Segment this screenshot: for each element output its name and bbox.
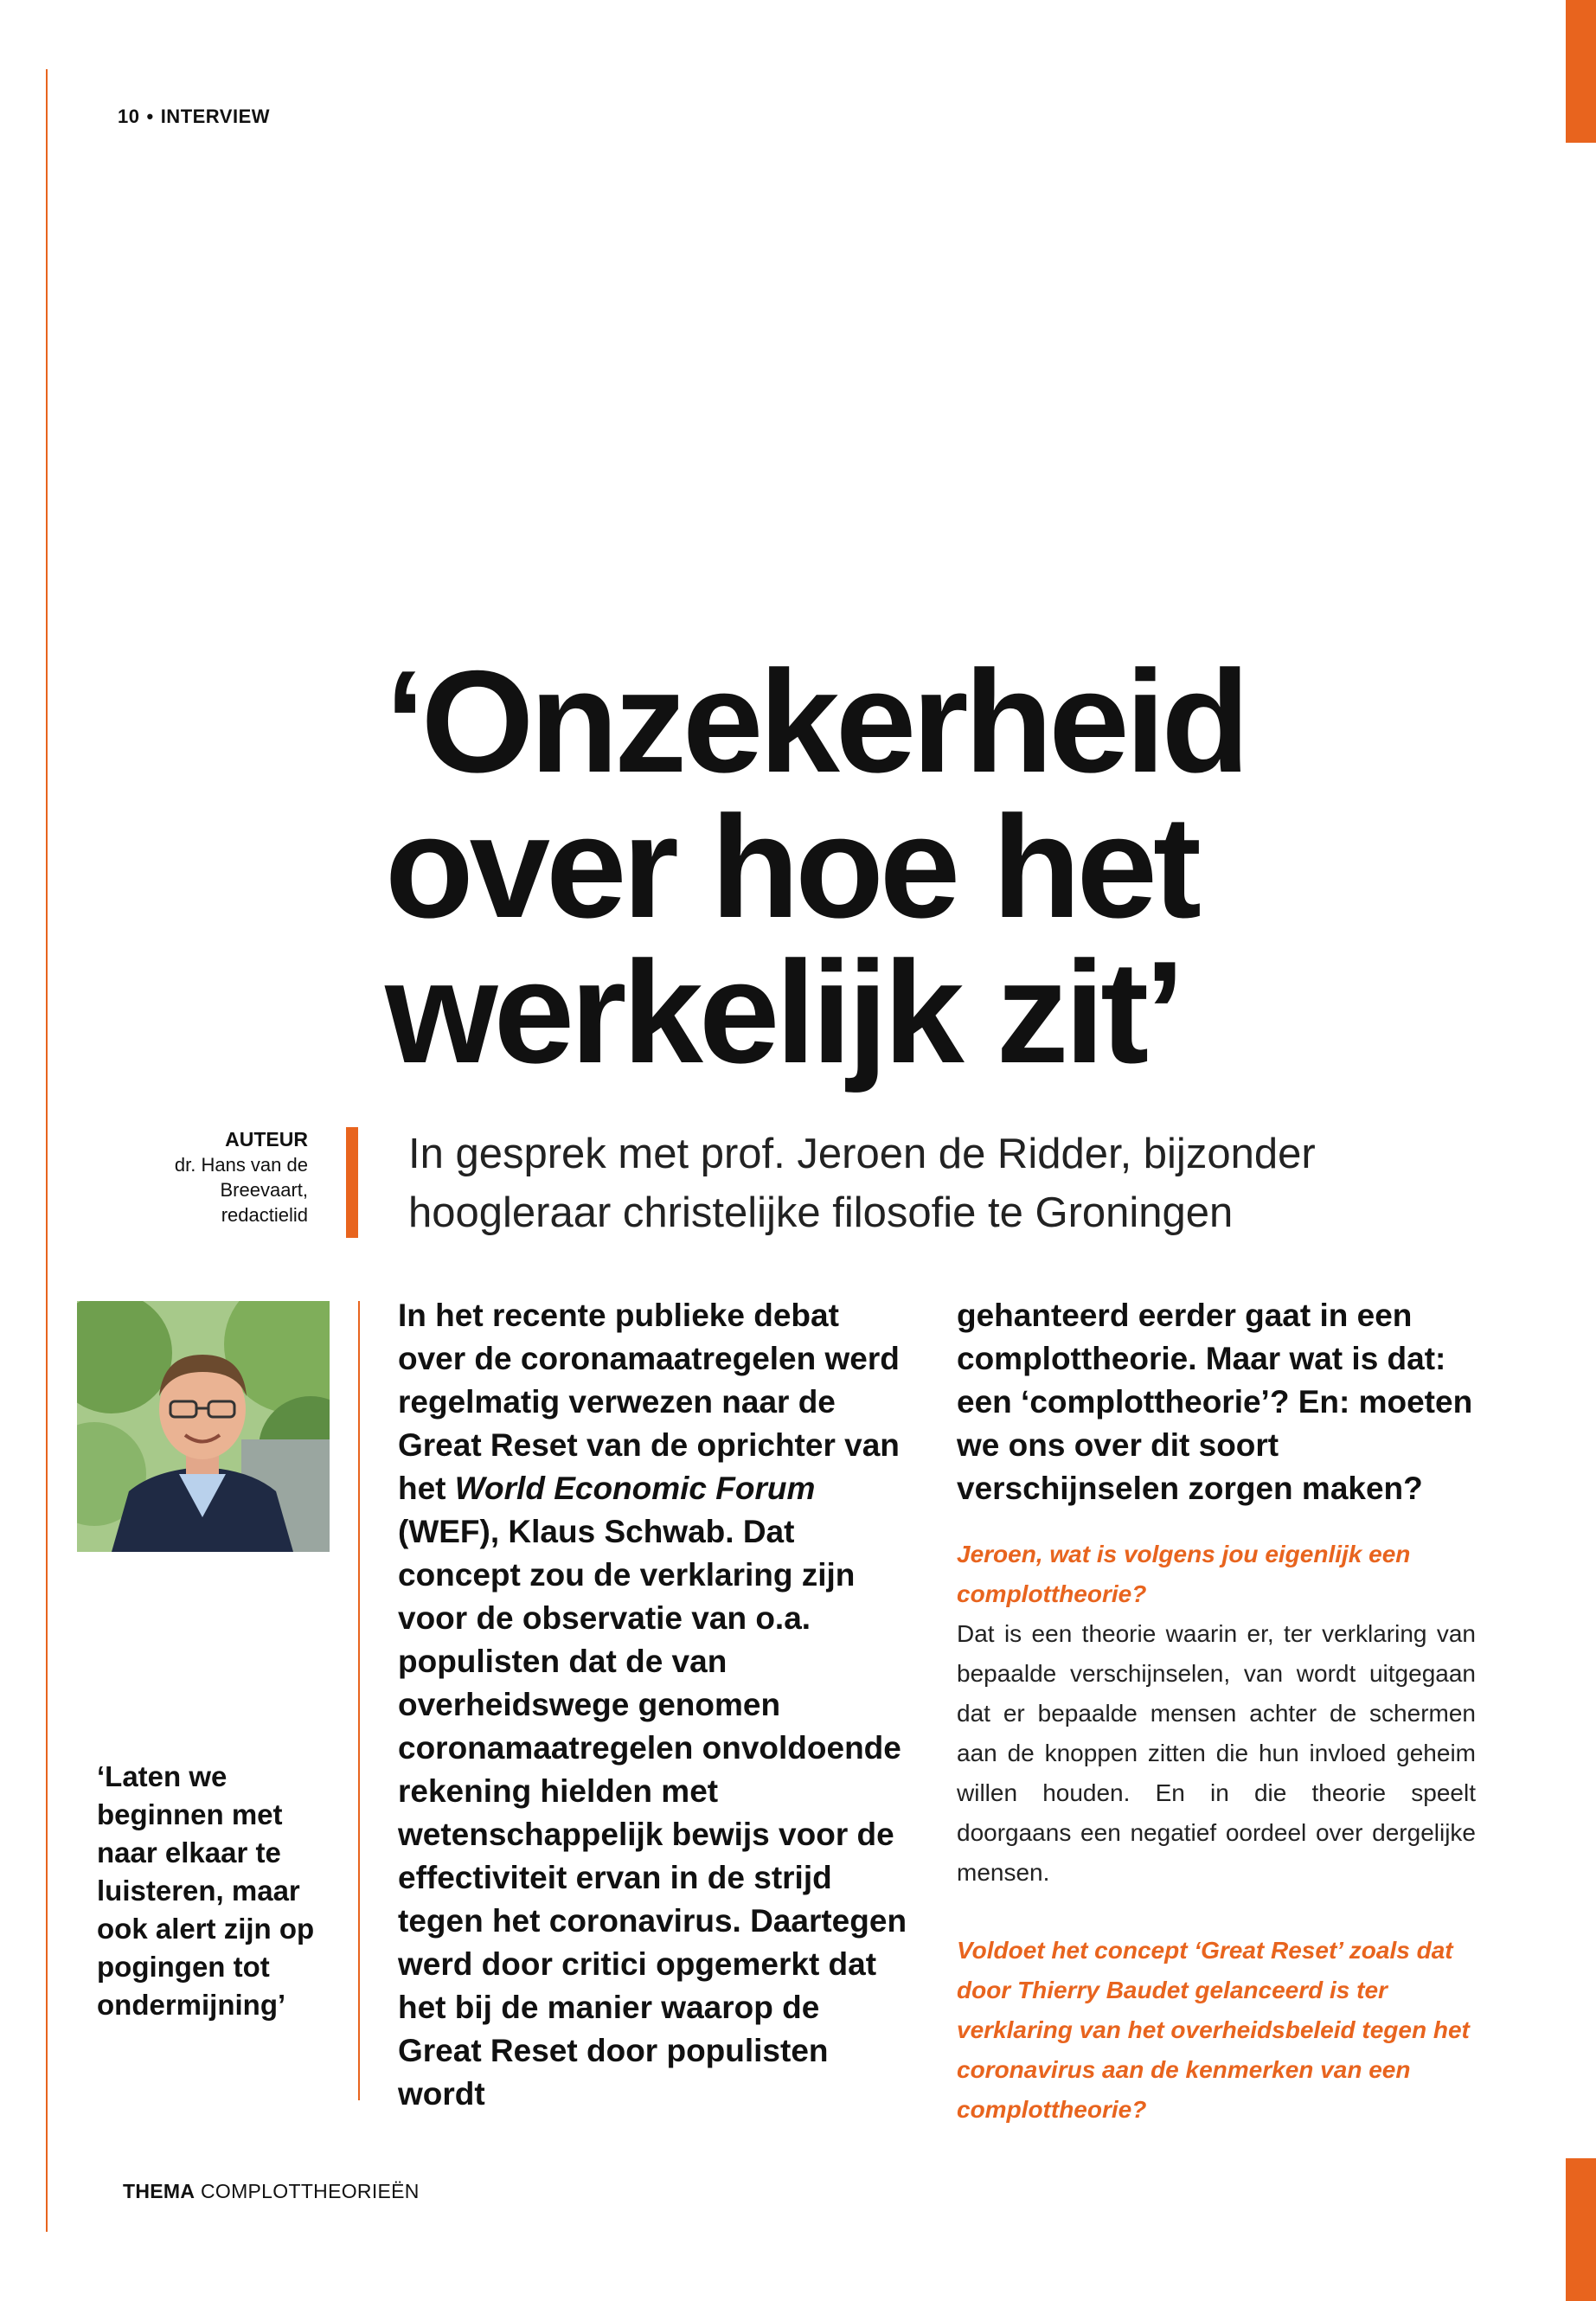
headline-line-1: ‘Onzekerheid xyxy=(385,640,1247,803)
intro-text-part-2: (WEF), Klaus Schwab. Dat concept zou de verklaring zijn voor de observatie van o.a. populisten dat de van overheidswege genomen coronamaatregelen onvoldoende rekening hielden met wetenschappelijk bewijs voor de effectiviteit ervan in de strijd tegen het coronavirus. Daartegen werd door critici opgemerkt dat het bij de manier waarop de Great Reset door populisten wordt xyxy=(398,1514,907,2112)
left-margin-rule xyxy=(46,69,48,2232)
author-name-line-2: Breevaart, xyxy=(220,1179,308,1201)
portrait-illustration xyxy=(77,1301,330,1552)
author-credit xyxy=(87,1127,308,1227)
footer-topic: COMPLOTTHEORIEËN xyxy=(200,2180,420,2202)
page-tab-bottom xyxy=(1566,2158,1596,2301)
headline-line-2: over hoe het xyxy=(385,785,1197,948)
page-footer xyxy=(123,2180,420,2203)
author-name-line-1: dr. Hans van de xyxy=(174,1154,308,1176)
headline-line-3: werkelijk zit’ xyxy=(385,931,1181,1093)
interview-question-1: Jeroen, wat is volgens jou eigenlijk een complottheorie? xyxy=(957,1541,1411,1607)
header-separator: • xyxy=(146,106,154,127)
article-column-2 xyxy=(957,1294,1476,2130)
intro-continuation: gehanteerd eerder gaat in een complottheorie. Maar wat is dat: een ‘complottheorie’? En: moeten we ons over dit soort verschijnselen zorgen maken? xyxy=(957,1298,1473,1506)
subtitle-line-2: hoogleraar christelijke filosofie te Groningen xyxy=(408,1189,1234,1236)
intro-emphasis: World Economic Forum xyxy=(454,1471,816,1506)
page-tab-top xyxy=(1566,0,1596,143)
intro-column-1 xyxy=(398,1294,908,2116)
author-role: redactielid xyxy=(221,1204,308,1226)
footer-thema-label: THEMA xyxy=(123,2180,195,2202)
running-header xyxy=(118,106,270,128)
intro-text-part-1: In het recente publieke debat over de coronamaatregelen werd regelmatig verwezen naar de Great Reset van de oprichter van het xyxy=(398,1298,900,1506)
pull-quote: ‘Laten we beginnen met naar elkaar te luisteren, maar ook alert zijn op pogingen tot ondermijning’ xyxy=(97,1760,315,2021)
author-label: AUTEUR xyxy=(225,1128,308,1150)
sidebar-rule xyxy=(358,1301,360,2100)
author-portrait-photo xyxy=(77,1301,330,1552)
author-accent-bar xyxy=(346,1127,358,1238)
article-subtitle xyxy=(408,1125,1490,1242)
interview-answer-1: Dat is een theorie waarin er, ter verklaring van bepaalde verschijnselen, van wordt uitgegaan dat er bepaalde mensen achter de schermen aan de knoppen zitten die hun invloed geheim willen houden. En in die theorie speelt doorgaans een negatief oordeel over dergelijke mensen. xyxy=(957,1620,1476,1886)
interview-question-2: Voldoet het concept ‘Great Reset’ zoals dat door Thierry Baudet gelanceerd is ter verklaring van het overheidsbeleid tegen het coronavirus aan de kenmerken van een complottheorie? xyxy=(957,1937,1470,2123)
section-label: INTERVIEW xyxy=(160,106,271,127)
page-number: 10 xyxy=(118,106,140,127)
article-headline xyxy=(385,640,1509,1093)
subtitle-line-1: In gesprek met prof. Jeroen de Ridder, bijzonder xyxy=(408,1131,1316,1177)
